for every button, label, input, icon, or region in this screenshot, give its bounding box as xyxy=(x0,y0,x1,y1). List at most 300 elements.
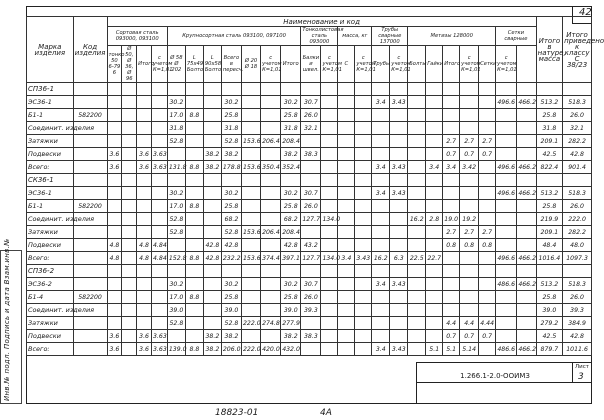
value-cell xyxy=(107,135,122,148)
value-cell xyxy=(390,226,408,239)
value-cell: 274.8 xyxy=(261,317,281,330)
value-cell xyxy=(496,291,517,304)
value-cell: 127.7 xyxy=(301,252,321,265)
value-cell xyxy=(122,343,137,356)
value-cell: 26.0 xyxy=(563,200,592,213)
value-cell xyxy=(517,109,536,122)
value-cell: 4.44 xyxy=(479,317,496,330)
empty-cell xyxy=(122,83,137,96)
value-cell: 3.43 xyxy=(390,96,408,109)
approval-sidebar xyxy=(0,238,22,404)
value-cell: 32.1 xyxy=(301,122,321,135)
empty-cell xyxy=(479,83,496,96)
empty-cell xyxy=(107,83,122,96)
sheet-number: 3 xyxy=(578,372,584,382)
value-cell: 0.8 xyxy=(479,239,496,252)
value-cell xyxy=(517,148,536,161)
value-cell xyxy=(496,148,517,161)
value-cell xyxy=(122,135,137,148)
mark-cell: Подвески xyxy=(27,239,74,252)
value-cell: 153.6 xyxy=(242,135,261,148)
value-cell xyxy=(261,278,281,291)
value-cell: 486.6 xyxy=(496,343,517,356)
value-cell xyxy=(496,200,517,213)
value-cell: 3.43 xyxy=(390,161,408,174)
value-cell: 16.2 xyxy=(408,213,426,226)
value-cell xyxy=(185,187,203,200)
value-cell xyxy=(122,226,137,239)
value-cell xyxy=(338,330,355,343)
value-cell: 153.6 xyxy=(242,226,261,239)
value-cell xyxy=(107,317,122,330)
value-cell xyxy=(355,109,372,122)
value-cell xyxy=(151,317,167,330)
table-row xyxy=(27,213,592,226)
value-cell xyxy=(321,161,338,174)
value-cell xyxy=(390,239,408,252)
value-cell: 26.0 xyxy=(301,200,321,213)
mark-cell: Б1-1 xyxy=(27,200,74,213)
value-cell: 5.14 xyxy=(460,343,479,356)
value-cell xyxy=(261,187,281,200)
code-cell xyxy=(73,226,107,239)
value-cell xyxy=(261,109,281,122)
empty-cell xyxy=(203,83,221,96)
value-cell xyxy=(408,291,426,304)
value-cell xyxy=(203,200,221,213)
code-cell xyxy=(73,187,107,200)
value-cell xyxy=(408,304,426,317)
value-cell xyxy=(185,239,203,252)
title-block-divider xyxy=(572,362,573,382)
value-cell: 30.2 xyxy=(221,96,241,109)
value-cell: 39.0 xyxy=(281,304,301,317)
value-cell xyxy=(261,148,281,161)
value-cell xyxy=(426,187,443,200)
table-row xyxy=(27,252,592,265)
value-cell: 222.0 xyxy=(563,213,592,226)
value-cell xyxy=(443,252,460,265)
value-cell xyxy=(107,291,122,304)
value-cell xyxy=(242,187,261,200)
value-cell: 3.6 xyxy=(107,330,122,343)
value-cell xyxy=(408,135,426,148)
value-cell xyxy=(372,330,390,343)
value-cell xyxy=(107,187,122,200)
value-cell: 352.4 xyxy=(281,161,301,174)
value-cell xyxy=(203,135,221,148)
value-cell xyxy=(137,122,152,135)
value-cell xyxy=(151,135,167,148)
code-cell xyxy=(73,343,107,356)
value-cell: 496.6 xyxy=(496,187,517,200)
value-cell: 42.8 xyxy=(203,252,221,265)
value-cell xyxy=(151,226,167,239)
value-cell xyxy=(408,330,426,343)
value-cell xyxy=(408,187,426,200)
value-cell: 3.6 xyxy=(137,343,152,356)
mark-cell: Всего: xyxy=(27,252,74,265)
value-cell xyxy=(338,304,355,317)
value-cell xyxy=(122,187,137,200)
value-cell xyxy=(338,291,355,304)
value-cell: 25.8 xyxy=(221,109,241,122)
value-cell: 38.2 xyxy=(203,330,221,343)
empty-cell xyxy=(151,174,167,187)
empty-cell xyxy=(185,174,203,187)
value-cell: 25.8 xyxy=(281,291,301,304)
empty-cell xyxy=(321,174,338,187)
value-cell xyxy=(517,330,536,343)
value-cell xyxy=(185,278,203,291)
col-total-class-header: Итого приведено к классу С 38/23 xyxy=(563,17,592,83)
empty-cell xyxy=(536,83,562,96)
value-cell: 496.6 xyxy=(496,96,517,109)
value-cell xyxy=(122,317,137,330)
value-cell xyxy=(355,161,372,174)
value-cell xyxy=(203,122,221,135)
value-cell: 0.7 xyxy=(479,330,496,343)
value-cell xyxy=(301,317,321,330)
value-cell: 31.8 xyxy=(221,122,241,135)
value-cell xyxy=(496,330,517,343)
value-cell xyxy=(517,239,536,252)
title-block xyxy=(416,362,592,404)
value-cell xyxy=(372,317,390,330)
value-cell xyxy=(203,213,221,226)
value-cell xyxy=(137,109,152,122)
empty-cell xyxy=(261,83,281,96)
value-cell xyxy=(479,291,496,304)
value-cell xyxy=(242,122,261,135)
value-cell xyxy=(321,200,338,213)
value-cell xyxy=(390,148,408,161)
value-cell xyxy=(355,122,372,135)
value-cell: 131.8 xyxy=(167,161,185,174)
header-title: Наименование и код xyxy=(107,17,536,27)
document-code: 1.266.1-2.0-ООИМЗ xyxy=(460,372,530,380)
subheader-cell: Всего в пересч. xyxy=(221,46,241,83)
value-cell xyxy=(122,161,137,174)
value-cell xyxy=(122,330,137,343)
value-cell: 1011.6 xyxy=(563,343,592,356)
title-block-rule xyxy=(416,382,592,383)
value-cell xyxy=(426,109,443,122)
subheader-cell: Сетки xyxy=(479,46,496,83)
empty-cell xyxy=(443,265,460,278)
value-cell: 30.7 xyxy=(301,96,321,109)
value-cell: 3.43 xyxy=(355,252,372,265)
value-cell xyxy=(355,317,372,330)
subheader-cell: с учетом К=1,01 xyxy=(151,46,167,83)
value-cell xyxy=(137,304,152,317)
value-cell: 4.4 xyxy=(460,317,479,330)
value-cell: 206.0 xyxy=(221,343,241,356)
value-cell xyxy=(261,330,281,343)
value-cell: 8.8 xyxy=(185,343,203,356)
value-cell: 8.8 xyxy=(185,109,203,122)
empty-cell xyxy=(242,265,261,278)
value-cell xyxy=(460,252,479,265)
empty-cell xyxy=(185,265,203,278)
value-cell xyxy=(372,122,390,135)
value-cell xyxy=(355,278,372,291)
value-cell xyxy=(321,187,338,200)
value-cell: 30.2 xyxy=(281,278,301,291)
value-cell xyxy=(390,213,408,226)
value-cell: 0.7 xyxy=(479,148,496,161)
empty-cell xyxy=(261,265,281,278)
value-cell xyxy=(390,200,408,213)
value-cell: 42.8 xyxy=(281,239,301,252)
value-cell xyxy=(321,109,338,122)
value-cell xyxy=(185,96,203,109)
value-cell: 384.9 xyxy=(563,317,592,330)
empty-cell xyxy=(185,83,203,96)
empty-cell xyxy=(301,265,321,278)
value-cell: 22.7 xyxy=(426,252,443,265)
value-cell xyxy=(443,278,460,291)
value-cell xyxy=(408,148,426,161)
value-cell xyxy=(479,278,496,291)
value-cell xyxy=(185,317,203,330)
value-cell xyxy=(460,278,479,291)
code-cell xyxy=(73,96,107,109)
value-cell xyxy=(443,291,460,304)
value-cell xyxy=(338,187,355,200)
value-cell: 43.2 xyxy=(301,239,321,252)
empty-cell xyxy=(167,83,185,96)
mark-cell: ЭС36-2 xyxy=(27,278,74,291)
value-cell: 466.2 xyxy=(517,96,536,109)
value-cell xyxy=(443,200,460,213)
subheader-cell xyxy=(517,46,536,83)
empty-cell xyxy=(517,83,536,96)
value-cell xyxy=(517,213,536,226)
value-cell: 38.3 xyxy=(301,330,321,343)
value-cell: 8.8 xyxy=(185,252,203,265)
mark-cell: Подвески xyxy=(27,148,74,161)
empty-cell xyxy=(151,83,167,96)
value-cell: 0.7 xyxy=(460,148,479,161)
empty-cell xyxy=(221,83,241,96)
empty-cell xyxy=(281,265,301,278)
value-cell: 42.8 xyxy=(563,330,592,343)
value-cell xyxy=(203,226,221,239)
value-cell xyxy=(151,122,167,135)
value-cell xyxy=(372,291,390,304)
value-cell xyxy=(203,304,221,317)
value-cell: 3.4 xyxy=(372,96,390,109)
empty-cell xyxy=(242,83,261,96)
table-row xyxy=(27,330,592,343)
sidebar-text: Инв.№ подл. Подпись и дата Взам.инв.№ xyxy=(3,238,11,401)
empty-cell xyxy=(426,265,443,278)
value-cell xyxy=(390,304,408,317)
empty-cell xyxy=(496,174,517,187)
value-cell: 8.8 xyxy=(185,161,203,174)
mark-cell: Соединит. изделия xyxy=(27,122,74,135)
value-cell: 38.2 xyxy=(203,343,221,356)
value-cell xyxy=(301,161,321,174)
mark-cell: Б1-4 xyxy=(27,291,74,304)
value-cell xyxy=(496,239,517,252)
subheader-cell: Трубы xyxy=(372,46,390,83)
value-cell xyxy=(338,317,355,330)
value-cell xyxy=(390,135,408,148)
value-cell xyxy=(107,213,122,226)
table-row xyxy=(27,135,592,148)
value-cell xyxy=(151,109,167,122)
value-cell xyxy=(151,96,167,109)
value-cell xyxy=(203,109,221,122)
value-cell: 52.8 xyxy=(167,135,185,148)
value-cell: 4.84 xyxy=(151,239,167,252)
value-cell: 31.8 xyxy=(281,122,301,135)
section-title: СП36-2 xyxy=(27,265,74,278)
value-cell: 466.2 xyxy=(517,343,536,356)
value-cell xyxy=(338,278,355,291)
value-cell xyxy=(321,291,338,304)
empty-cell xyxy=(203,265,221,278)
value-cell: 52.8 xyxy=(167,226,185,239)
value-cell xyxy=(338,148,355,161)
value-cell xyxy=(242,278,261,291)
value-cell: 26.0 xyxy=(301,109,321,122)
value-cell xyxy=(338,239,355,252)
empty-cell xyxy=(137,174,152,187)
value-cell xyxy=(107,96,122,109)
value-cell xyxy=(261,122,281,135)
value-cell xyxy=(355,291,372,304)
value-cell: 3.4 xyxy=(372,161,390,174)
value-cell: 25.8 xyxy=(221,200,241,213)
empty-cell xyxy=(301,174,321,187)
value-cell xyxy=(426,200,443,213)
value-cell xyxy=(151,291,167,304)
value-cell xyxy=(355,200,372,213)
value-cell: 3.43 xyxy=(390,187,408,200)
value-cell: 30.2 xyxy=(167,96,185,109)
value-cell: 48.4 xyxy=(536,239,562,252)
value-cell: 16.2 xyxy=(372,252,390,265)
value-cell: 513.2 xyxy=(536,187,562,200)
value-cell: 3.63 xyxy=(151,343,167,356)
value-cell: 3.63 xyxy=(151,148,167,161)
value-cell xyxy=(122,291,137,304)
group-unit-header: масса, кг xyxy=(338,27,372,46)
value-cell: 4.84 xyxy=(151,252,167,265)
value-cell: 38.2 xyxy=(221,330,241,343)
empty-cell xyxy=(242,174,261,187)
value-cell xyxy=(301,226,321,239)
value-cell xyxy=(517,317,536,330)
value-cell: 30.2 xyxy=(281,187,301,200)
empty-cell xyxy=(372,265,390,278)
value-cell: 4.8 xyxy=(107,239,122,252)
value-cell xyxy=(242,330,261,343)
group-pipes-header: Трубы сварные 137000 xyxy=(372,27,408,46)
empty-cell xyxy=(281,174,301,187)
empty-cell xyxy=(261,174,281,187)
value-cell: 52.8 xyxy=(221,317,241,330)
mark-cell: ЭС36-1 xyxy=(27,96,74,109)
value-cell: 2.8 xyxy=(426,213,443,226)
value-cell xyxy=(496,213,517,226)
value-cell xyxy=(408,278,426,291)
value-cell xyxy=(242,109,261,122)
empty-cell xyxy=(390,265,408,278)
value-cell xyxy=(338,96,355,109)
value-cell xyxy=(390,109,408,122)
value-cell xyxy=(355,330,372,343)
value-cell xyxy=(261,304,281,317)
specification-table xyxy=(26,16,604,356)
value-cell xyxy=(122,96,137,109)
value-cell: 496.6 xyxy=(496,252,517,265)
value-cell xyxy=(321,304,338,317)
subheader-cell: с учетом К=1,01 xyxy=(390,46,408,83)
value-cell: 26.0 xyxy=(301,291,321,304)
value-cell xyxy=(122,252,137,265)
value-cell: 48.0 xyxy=(563,239,592,252)
value-cell: 209.1 xyxy=(536,226,562,239)
value-cell xyxy=(479,96,496,109)
value-cell xyxy=(167,239,185,252)
value-cell xyxy=(517,226,536,239)
value-cell: 30.2 xyxy=(167,187,185,200)
value-cell xyxy=(137,200,152,213)
value-cell: 3.42 xyxy=(460,161,479,174)
empty-cell xyxy=(563,174,592,187)
value-cell: 39.3 xyxy=(563,304,592,317)
value-cell xyxy=(203,291,221,304)
value-cell: 30.2 xyxy=(281,96,301,109)
table-row xyxy=(27,291,592,304)
subheader-cell: Ø 50, Ø 36, Ø 96 xyxy=(122,46,137,83)
value-cell xyxy=(122,239,137,252)
group-sheet-header: Тонколистовая сталь 093000 xyxy=(302,27,344,45)
value-cell: 30.7 xyxy=(301,278,321,291)
value-cell: 879.7 xyxy=(536,343,562,356)
value-cell: 3.6 xyxy=(137,161,152,174)
value-cell xyxy=(242,291,261,304)
value-cell xyxy=(107,226,122,239)
value-cell: 208.4 xyxy=(281,226,301,239)
value-cell: 68.2 xyxy=(281,213,301,226)
value-cell xyxy=(372,226,390,239)
empty-cell xyxy=(390,174,408,187)
value-cell: 38.2 xyxy=(281,148,301,161)
value-cell: 282.2 xyxy=(563,226,592,239)
value-cell xyxy=(479,161,496,174)
value-cell: 4.8 xyxy=(137,239,152,252)
value-cell: 30.7 xyxy=(301,187,321,200)
value-cell: 0.8 xyxy=(460,239,479,252)
code-cell xyxy=(73,252,107,265)
value-cell: 2.7 xyxy=(479,135,496,148)
value-cell xyxy=(321,278,338,291)
value-cell: 26.0 xyxy=(563,291,592,304)
empty-cell xyxy=(137,265,152,278)
value-cell: 466.2 xyxy=(517,161,536,174)
value-cell xyxy=(338,213,355,226)
code-cell xyxy=(73,239,107,252)
value-cell xyxy=(185,148,203,161)
empty-cell xyxy=(73,83,107,96)
value-cell xyxy=(426,122,443,135)
value-cell: 31.8 xyxy=(167,122,185,135)
